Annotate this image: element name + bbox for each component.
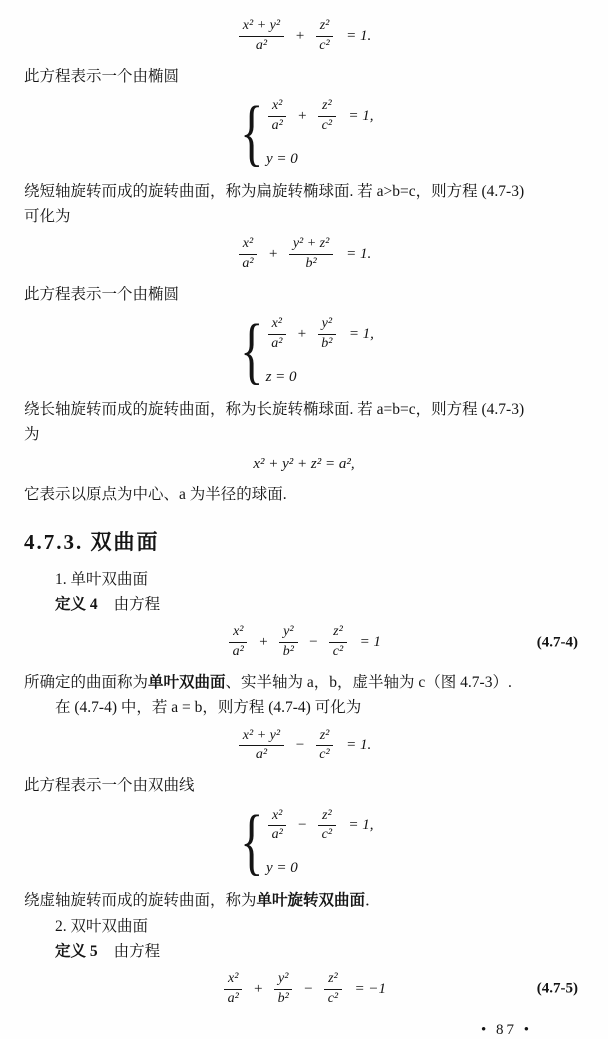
denominator: a² bbox=[271, 827, 283, 843]
text-segment: 、实半轴为 a，b，虚半轴为 c（图 4.7-3）. bbox=[225, 674, 512, 692]
fraction bbox=[324, 971, 342, 1008]
equation-hyperboloid-two bbox=[24, 971, 584, 1008]
equation-prolate-spheroid bbox=[24, 236, 584, 273]
denominator: c² bbox=[321, 117, 333, 133]
system-hyperbola-xz bbox=[24, 801, 584, 884]
definition-5-label: 定义 5 bbox=[55, 942, 98, 960]
paragraph-prolate-line1: 绕长轴旋转而成的旋转曲面，称为长旋转椭球面. 若 a=b=c，则方程 (4.7-3) bbox=[24, 401, 525, 419]
equation-number: (4.7-5) bbox=[536, 980, 578, 997]
paragraph-rotation-surface bbox=[24, 889, 584, 912]
fraction bbox=[318, 808, 336, 845]
system-ellipse-xy bbox=[24, 310, 584, 393]
numerator: z² bbox=[318, 98, 336, 117]
numerator: z² bbox=[316, 728, 334, 747]
definition-4-text: 由方程 bbox=[113, 596, 161, 614]
fraction bbox=[279, 624, 297, 661]
math-expression bbox=[266, 808, 374, 845]
denominator: a² bbox=[271, 117, 283, 133]
paragraph-ellipse-2: 此方程表示一个由椭圆 bbox=[24, 285, 180, 303]
math-expression bbox=[237, 727, 372, 763]
fraction bbox=[318, 316, 336, 353]
definition-5-line bbox=[24, 940, 584, 963]
numerator: x² bbox=[224, 971, 242, 990]
numerator: x² + y² bbox=[239, 18, 284, 37]
fraction bbox=[329, 624, 347, 661]
denominator: c² bbox=[321, 827, 333, 843]
section-heading: 4.7.3. 双曲面 bbox=[24, 529, 160, 554]
equals-rhs: = 1, bbox=[348, 817, 374, 834]
text-segment: ． bbox=[365, 892, 381, 910]
fraction bbox=[318, 98, 336, 135]
denominator: c² bbox=[327, 990, 339, 1006]
equals-rhs: = 1 bbox=[359, 634, 381, 651]
fraction bbox=[274, 971, 292, 1008]
numerator: z² bbox=[318, 808, 336, 827]
fraction bbox=[268, 316, 286, 353]
denominator: b² bbox=[277, 990, 289, 1006]
text-segment: 所确定的曲面称为 bbox=[24, 674, 149, 692]
paragraph-oblate-line2: 可化为 bbox=[24, 208, 71, 226]
paragraph-ellipse-1: 此方程表示一个由椭圆 bbox=[24, 67, 180, 85]
definition-4-label: 定义 4 bbox=[55, 596, 98, 614]
fraction bbox=[268, 98, 286, 135]
math-expression bbox=[237, 18, 372, 53]
numerator: y² bbox=[279, 624, 297, 643]
numerator: z² bbox=[316, 18, 334, 37]
list-item-1: 1. 单叶双曲面 bbox=[55, 570, 149, 588]
equals-rhs: = 1. bbox=[346, 246, 372, 263]
numerator: x² bbox=[229, 624, 247, 643]
numerator: x² + y² bbox=[239, 728, 284, 747]
plus-operator: + bbox=[267, 246, 279, 263]
definition-4-line bbox=[24, 593, 584, 616]
paragraph-prolate-line2: 为 bbox=[24, 426, 40, 444]
paragraph-cond-ab: 在 (4.7-4) 中，若 a = b，则方程 (4.7-4) 可化为 bbox=[55, 699, 362, 717]
fraction bbox=[316, 18, 334, 55]
left-brace: { bbox=[240, 310, 264, 393]
equation-number: (4.7-4) bbox=[536, 634, 578, 651]
paragraph-hyperbola: 此方程表示一个由双曲线 bbox=[24, 777, 195, 795]
numerator: y² + z² bbox=[289, 236, 334, 255]
denominator: c² bbox=[332, 644, 344, 660]
plus-operator: + bbox=[258, 634, 269, 651]
condition-line: y = 0 bbox=[265, 150, 298, 167]
equation-hyperboloid-rotation bbox=[24, 728, 584, 765]
denominator: a² bbox=[227, 990, 239, 1006]
equals-rhs: = 1. bbox=[346, 27, 372, 44]
paragraph-hyperboloid-def bbox=[24, 671, 584, 694]
denominator: c² bbox=[319, 747, 330, 763]
equals-rhs: = −1 bbox=[354, 980, 386, 997]
text-segment: 绕虚轴旋转而成的旋转曲面，称为 bbox=[24, 892, 257, 910]
fraction bbox=[239, 728, 284, 765]
system-ellipse-xz bbox=[24, 91, 584, 174]
plus-operator: + bbox=[297, 107, 308, 124]
equals-rhs: = 1, bbox=[348, 326, 374, 343]
plus-operator: + bbox=[296, 326, 307, 343]
numerator: z² bbox=[329, 624, 347, 643]
system-lines bbox=[266, 98, 374, 168]
definition-5-text: 由方程 bbox=[113, 942, 161, 960]
numerator: x² bbox=[268, 808, 286, 827]
paragraph-sphere-desc: 它表示以原点为中心、a 为半径的球面. bbox=[24, 485, 287, 503]
numerator: y² bbox=[318, 316, 336, 335]
numerator: y² bbox=[274, 971, 292, 990]
plus-operator: + bbox=[253, 980, 264, 997]
equals-rhs: = 1. bbox=[346, 737, 372, 754]
fraction bbox=[224, 971, 242, 1008]
minus-operator: − bbox=[297, 817, 308, 834]
denominator: b² bbox=[321, 336, 333, 352]
system-lines bbox=[266, 316, 374, 386]
denominator: a² bbox=[255, 37, 268, 53]
math-expression bbox=[237, 236, 372, 272]
system-lines bbox=[266, 808, 374, 878]
denominator: b² bbox=[282, 644, 294, 660]
fraction bbox=[239, 18, 284, 55]
math-expression bbox=[266, 316, 374, 353]
bold-term: 单叶双曲面 bbox=[148, 674, 226, 692]
list-item-2: 2. 双叶双曲面 bbox=[55, 917, 149, 935]
fraction bbox=[239, 236, 257, 273]
minus-operator: − bbox=[308, 634, 319, 651]
numerator: x² bbox=[268, 98, 286, 117]
denominator: a² bbox=[232, 644, 244, 660]
page-number: • 87 • bbox=[480, 1021, 532, 1038]
equation-oblate-spheroid bbox=[24, 18, 584, 55]
condition-line: y = 0 bbox=[265, 860, 298, 877]
paragraph-oblate-line1: 绕短轴旋转而成的旋转曲面，称为扁旋转椭球面. 若 a>b=c，则方程 (4.7-3) bbox=[24, 182, 525, 200]
math-expression bbox=[266, 98, 374, 135]
condition-line: z = 0 bbox=[265, 368, 297, 385]
equals-rhs: = 1, bbox=[348, 107, 374, 124]
equation-hyperboloid-one bbox=[24, 624, 584, 661]
equation-sphere bbox=[24, 455, 584, 473]
bold-term: 单叶旋转双曲面 bbox=[256, 892, 366, 910]
denominator: a² bbox=[271, 336, 283, 352]
numerator: x² bbox=[268, 316, 286, 335]
fraction bbox=[229, 624, 247, 661]
denominator: a² bbox=[255, 747, 268, 763]
fraction bbox=[316, 728, 334, 765]
plus-operator: + bbox=[294, 27, 305, 44]
denominator: c² bbox=[319, 37, 330, 53]
left-brace: { bbox=[240, 801, 264, 884]
math-expression bbox=[227, 624, 381, 660]
numerator: z² bbox=[324, 971, 342, 990]
math-expression bbox=[222, 971, 386, 1006]
math-expression: x² + y² + z² = a², bbox=[253, 455, 355, 472]
left-brace: { bbox=[240, 91, 264, 174]
denominator: b² bbox=[305, 256, 317, 272]
numerator: x² bbox=[239, 236, 257, 255]
fraction bbox=[268, 808, 286, 845]
minus-operator: − bbox=[294, 737, 305, 754]
denominator: a² bbox=[242, 256, 254, 272]
minus-operator: − bbox=[303, 980, 314, 997]
fraction bbox=[289, 236, 334, 273]
